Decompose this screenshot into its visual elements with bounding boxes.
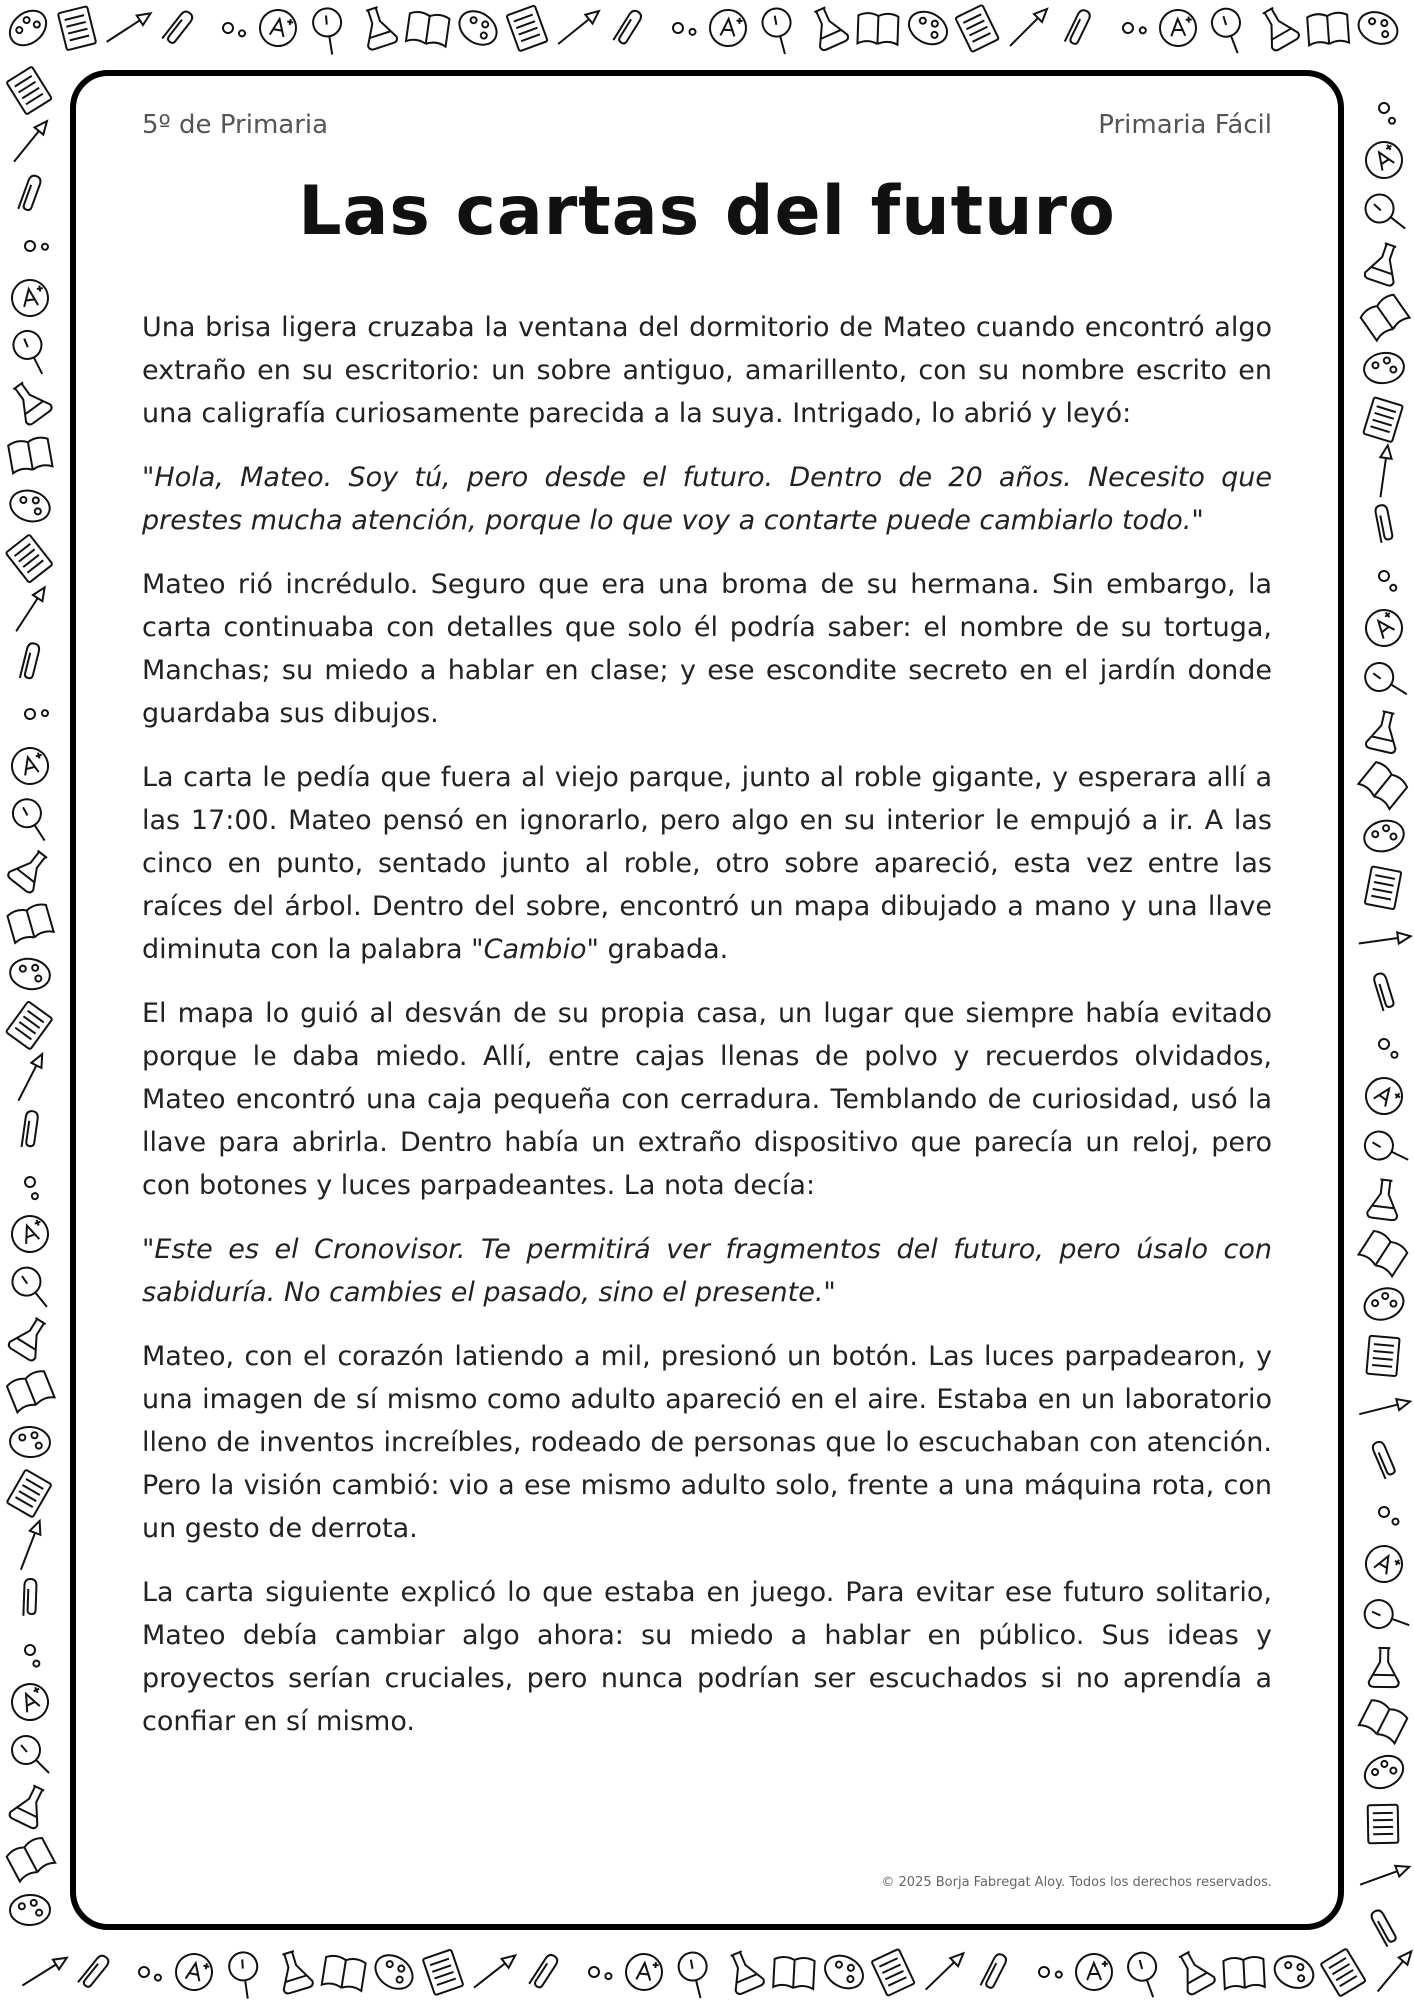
paper-doodle-icon xyxy=(423,1949,464,1995)
quote-text: Hola, Mateo. Soy tú, pero desde el futuro. Dentro de 20 años. Necesito que prestes mucha atención, porque lo que voy a contarte puede cambiarlo todo. xyxy=(142,462,1272,536)
paper-doodle-icon xyxy=(506,5,547,51)
brush-doodle-icon xyxy=(10,121,51,162)
paragraph-6: La carta siguiente explicó lo que estaba en juego. Para evitar ese futuro solitario, Mateo debía cambiar algo ahora: su miedo a hablar en público. Sus ideas y proyectos serían cruciales, pero nunca podrían ser escuchados si no aprendía a confiar en sí mismo. xyxy=(142,1577,1272,1737)
brush-doodle-icon xyxy=(1358,445,1410,497)
magnifier-doodle-icon xyxy=(669,1947,720,1998)
palette-doodle-icon xyxy=(1354,7,1402,50)
flask-doodle-icon xyxy=(1171,1947,1216,1996)
dot-doodle-icon xyxy=(1037,1961,1063,1985)
paragraph-3-text: La carta le pedía que fuera al viejo parque, junto al roble gigante, y esperara allí a las 17:00. Mateo pensó en ignorarlo, pero algo en su interior le empujó a ir. A las cinco en punto, sentado junto al roble, otro sobre apareció, esta vez entre las raíces del árbol. Dentro del sobre, encontró un mapa dibujado a mano y una llave diminuta con la palabra xyxy=(142,762,1272,965)
clip-doodle-icon xyxy=(613,9,643,47)
palette-doodle-icon xyxy=(819,1949,869,1995)
copyright-footer: © 2025 Borja Fabregat Aloy. Todos los derechos reservados. xyxy=(881,1875,1272,1890)
paper-doodle-icon xyxy=(1366,1336,1399,1376)
book-doodle-icon xyxy=(1359,293,1409,341)
magnifier-doodle-icon xyxy=(302,3,354,55)
paper-doodle-icon xyxy=(955,5,999,52)
clip-doodle-icon xyxy=(1374,504,1393,543)
flask-doodle-icon xyxy=(1364,240,1405,287)
book-doodle-icon xyxy=(1223,1956,1265,1989)
grade-doodle-icon xyxy=(1159,9,1196,46)
clip-doodle-icon xyxy=(1371,1440,1397,1479)
palette-doodle-icon xyxy=(1361,816,1407,855)
paragraph-3-end: grabada. xyxy=(607,934,729,965)
brush-doodle-icon xyxy=(6,1521,55,1570)
paper-doodle-icon xyxy=(6,1001,53,1049)
dot-doodle-icon xyxy=(138,1963,162,1985)
flask-doodle-icon xyxy=(274,1948,314,1994)
quote-letter-2: "Este es el Cronovisor. Te permitirá ver fragmentos del futuro, pero úsalo con sabiduría. No cambies el pasado, sino el presente." xyxy=(142,1234,1272,1308)
book-doodle-icon xyxy=(773,1956,815,1989)
grade-doodle-icon xyxy=(257,7,299,49)
clip-doodle-icon xyxy=(1370,1908,1398,1946)
paper-doodle-icon xyxy=(1365,866,1402,909)
flask-doodle-icon xyxy=(358,4,399,50)
brush-doodle-icon xyxy=(1359,1382,1410,1433)
story-text xyxy=(142,306,1272,1764)
brush-doodle-icon xyxy=(558,7,599,48)
clip-doodle-icon xyxy=(78,1953,111,1989)
palette-doodle-icon xyxy=(3,4,53,53)
magnifier-doodle-icon xyxy=(1204,4,1253,53)
paper-doodle-icon xyxy=(1368,1805,1399,1844)
clip-doodle-icon xyxy=(22,1110,39,1148)
dot-doodle-icon xyxy=(1378,1507,1399,1525)
grade-doodle-icon xyxy=(7,1211,53,1257)
magnifier-doodle-icon xyxy=(12,1736,49,1773)
palette-doodle-icon xyxy=(8,956,53,992)
brush-doodle-icon xyxy=(1374,1951,1414,1991)
paragraph-1: Una brisa ligera cruzaba la ventana del dormitorio de Mateo cuando encontró algo extraño en su escritorio: un sobre antiguo, amarillento, con su nombre escrito en una caligrafía curiosamente parecida a la suya. Intrigado, lo abrió y leyó: xyxy=(142,312,1272,429)
paragraph-2: Mateo rió incrédulo. Seguro que era una broma de su hermana. Sin embargo, la carta continuaba con detalles que solo él podría saber: el nombre de su tortuga, Manchas; su miedo a hablar en clase; y ese escondite secreto en el jardín donde guardaba sus dibujos. xyxy=(142,569,1272,729)
dot-doodle-icon xyxy=(23,701,49,727)
flask-doodle-icon xyxy=(6,845,54,894)
palette-doodle-icon xyxy=(453,4,503,51)
flask-doodle-icon xyxy=(1367,1178,1402,1220)
palette-doodle-icon xyxy=(1359,1750,1408,1795)
flask-doodle-icon xyxy=(806,4,849,52)
quote-letter-1: "Hola, Mateo. Soy tú, pero desde el futuro. Dentro de 20 años. Necesito que prestes mucha atención, porque lo que voy a contarte puede cambiarlo todo." xyxy=(142,462,1272,536)
clip-doodle-icon xyxy=(18,174,42,213)
dot-doodle-icon xyxy=(222,19,246,41)
brush-doodle-icon xyxy=(22,1949,66,1993)
book-doodle-icon xyxy=(1358,760,1408,809)
grade-doodle-icon xyxy=(709,9,747,47)
book-doodle-icon xyxy=(1307,12,1349,45)
palette-doodle-icon xyxy=(9,1426,51,1459)
magnifier-doodle-icon xyxy=(1360,1592,1409,1641)
dot-doodle-icon xyxy=(1377,1038,1399,1058)
grade-label: 5º de Primaria xyxy=(142,110,329,140)
flask-doodle-icon xyxy=(722,1948,765,1996)
paper-doodle-icon xyxy=(6,66,52,114)
grade-doodle-icon xyxy=(1360,1540,1409,1589)
flask-doodle-icon xyxy=(1255,3,1300,52)
grade-doodle-icon xyxy=(1076,1954,1113,1991)
palette-doodle-icon xyxy=(1360,1283,1408,1325)
palette-doodle-icon xyxy=(903,5,952,50)
clip-doodle-icon xyxy=(1065,8,1092,47)
grade-doodle-icon xyxy=(10,278,51,319)
paragraph-4: El mapa lo guió al desván de su propia casa, un lugar que siempre había evitado porque le daba miedo. Allí, entre cajas llenas de polvo y recuerdos olvidados, Mateo encontró una caja pequeña con cerradura. Temblando de curiosidad, usó la llave para abrirla. Dentro había un extraño dispositivo que parecía un reloj, pero con botones y luces parpadeantes. La nota decía: xyxy=(142,998,1272,1201)
book-doodle-icon xyxy=(8,436,53,473)
worksheet-card xyxy=(70,70,1344,1930)
magnifier-doodle-icon xyxy=(753,3,804,54)
paper-doodle-icon xyxy=(7,1470,52,1518)
palette-doodle-icon xyxy=(9,1894,50,1925)
book-doodle-icon xyxy=(857,13,898,45)
grade-doodle-icon xyxy=(624,1952,663,1991)
clip-doodle-icon xyxy=(1373,972,1395,1011)
brush-doodle-icon xyxy=(1359,914,1411,966)
palette-doodle-icon xyxy=(1362,350,1406,386)
grade-doodle-icon xyxy=(1359,1071,1409,1121)
dot-doodle-icon xyxy=(1375,102,1400,125)
flask-doodle-icon xyxy=(1365,709,1403,754)
dot-doodle-icon xyxy=(1121,17,1147,41)
paper-doodle-icon xyxy=(1320,1949,1365,1997)
brush-doodle-icon xyxy=(7,1054,54,1101)
magnifier-doodle-icon xyxy=(1120,1948,1169,1997)
palette-doodle-icon xyxy=(7,486,54,526)
magnifier-doodle-icon xyxy=(218,1947,270,1999)
brush-doodle-icon xyxy=(1010,9,1047,46)
brand-label: Primaria Fácil xyxy=(1098,110,1272,140)
clip-doodle-icon xyxy=(980,1952,1007,1990)
grade-doodle-icon xyxy=(8,744,52,788)
dot-doodle-icon xyxy=(20,1643,46,1667)
dot-doodle-icon xyxy=(588,1962,613,1985)
grade-doodle-icon xyxy=(173,1951,215,1993)
paragraph-3: La carta le pedía que fuera al viejo parque, junto al roble gigante, y esperara allí a las 17:00. Mateo pensó en ignorarlo, pero algo en su interior le empujó a ir. A las cinco en punto, sentado junto al roble, otro sobre apareció, esta vez entre las raíces del árbol. Dentro del sobre, encontró un mapa dibujado a mano y una llave diminuta con la palabra "Cambio" grabada. xyxy=(142,762,1272,965)
magnifier-doodle-icon xyxy=(1362,658,1406,702)
dot-doodle-icon xyxy=(1376,570,1400,592)
book-doodle-icon xyxy=(7,903,54,943)
brush-doodle-icon xyxy=(1360,1851,1409,1900)
magnifier-doodle-icon xyxy=(10,1266,51,1307)
paper-doodle-icon xyxy=(871,1949,914,1996)
paper-doodle-icon xyxy=(6,534,53,582)
brush-doodle-icon xyxy=(926,1953,964,1991)
dot-doodle-icon xyxy=(671,18,696,41)
book-doodle-icon xyxy=(322,1955,366,1991)
flask-doodle-icon xyxy=(8,1781,52,1829)
flask-doodle-icon xyxy=(7,1313,53,1362)
brush-doodle-icon xyxy=(107,6,151,50)
brush-doodle-icon xyxy=(8,587,52,631)
quote-text: Este es el Cronovisor. Te permitirá ver fragmentos del futuro, pero úsalo con sabiduría. No cambies el pasado, sino el presente. xyxy=(142,1234,1272,1308)
palette-doodle-icon xyxy=(1270,1950,1319,1993)
paper-doodle-icon xyxy=(58,6,96,50)
palette-doodle-icon xyxy=(369,1948,419,1996)
clip-doodle-icon xyxy=(20,642,41,681)
story-title: Las cartas del futuro xyxy=(298,172,1116,251)
clip-doodle-icon xyxy=(23,1579,36,1616)
book-doodle-icon xyxy=(6,1369,55,1412)
book-doodle-icon xyxy=(6,1836,56,1882)
flask-doodle-icon xyxy=(1369,1648,1400,1688)
flask-doodle-icon xyxy=(6,377,53,426)
magnifier-doodle-icon xyxy=(1364,192,1405,233)
book-doodle-icon xyxy=(1359,1229,1409,1276)
book-doodle-icon xyxy=(406,11,450,47)
magnifier-doodle-icon xyxy=(7,327,54,374)
paragraph-5: Mateo, con el corazón latiendo a mil, presionó un botón. Las luces parpadearon, y una imagen de sí mismo como adulto apareció en el aire. Estaba en un laboratorio lleno de inventos increíbles, rodeado de personas que lo escuchaban con atención. Pero la visión cambió: vio a ese mismo adulto solo, frente a una máquina rota, con un gesto de derrota. xyxy=(142,1341,1272,1544)
magnifier-doodle-icon xyxy=(1361,1125,1408,1172)
dot-doodle-icon xyxy=(23,233,49,258)
engraved-word: Cambio xyxy=(483,934,587,965)
grade-doodle-icon xyxy=(6,1678,54,1726)
clip-doodle-icon xyxy=(162,9,194,46)
clip-doodle-icon xyxy=(529,1953,559,1991)
magnifier-doodle-icon xyxy=(8,797,52,841)
paper-doodle-icon xyxy=(1363,397,1403,442)
grade-doodle-icon xyxy=(1359,603,1410,654)
book-doodle-icon xyxy=(1359,1698,1408,1743)
grade-doodle-icon xyxy=(1359,135,1409,185)
dot-doodle-icon xyxy=(19,1175,45,1200)
brush-doodle-icon xyxy=(474,1951,515,1992)
